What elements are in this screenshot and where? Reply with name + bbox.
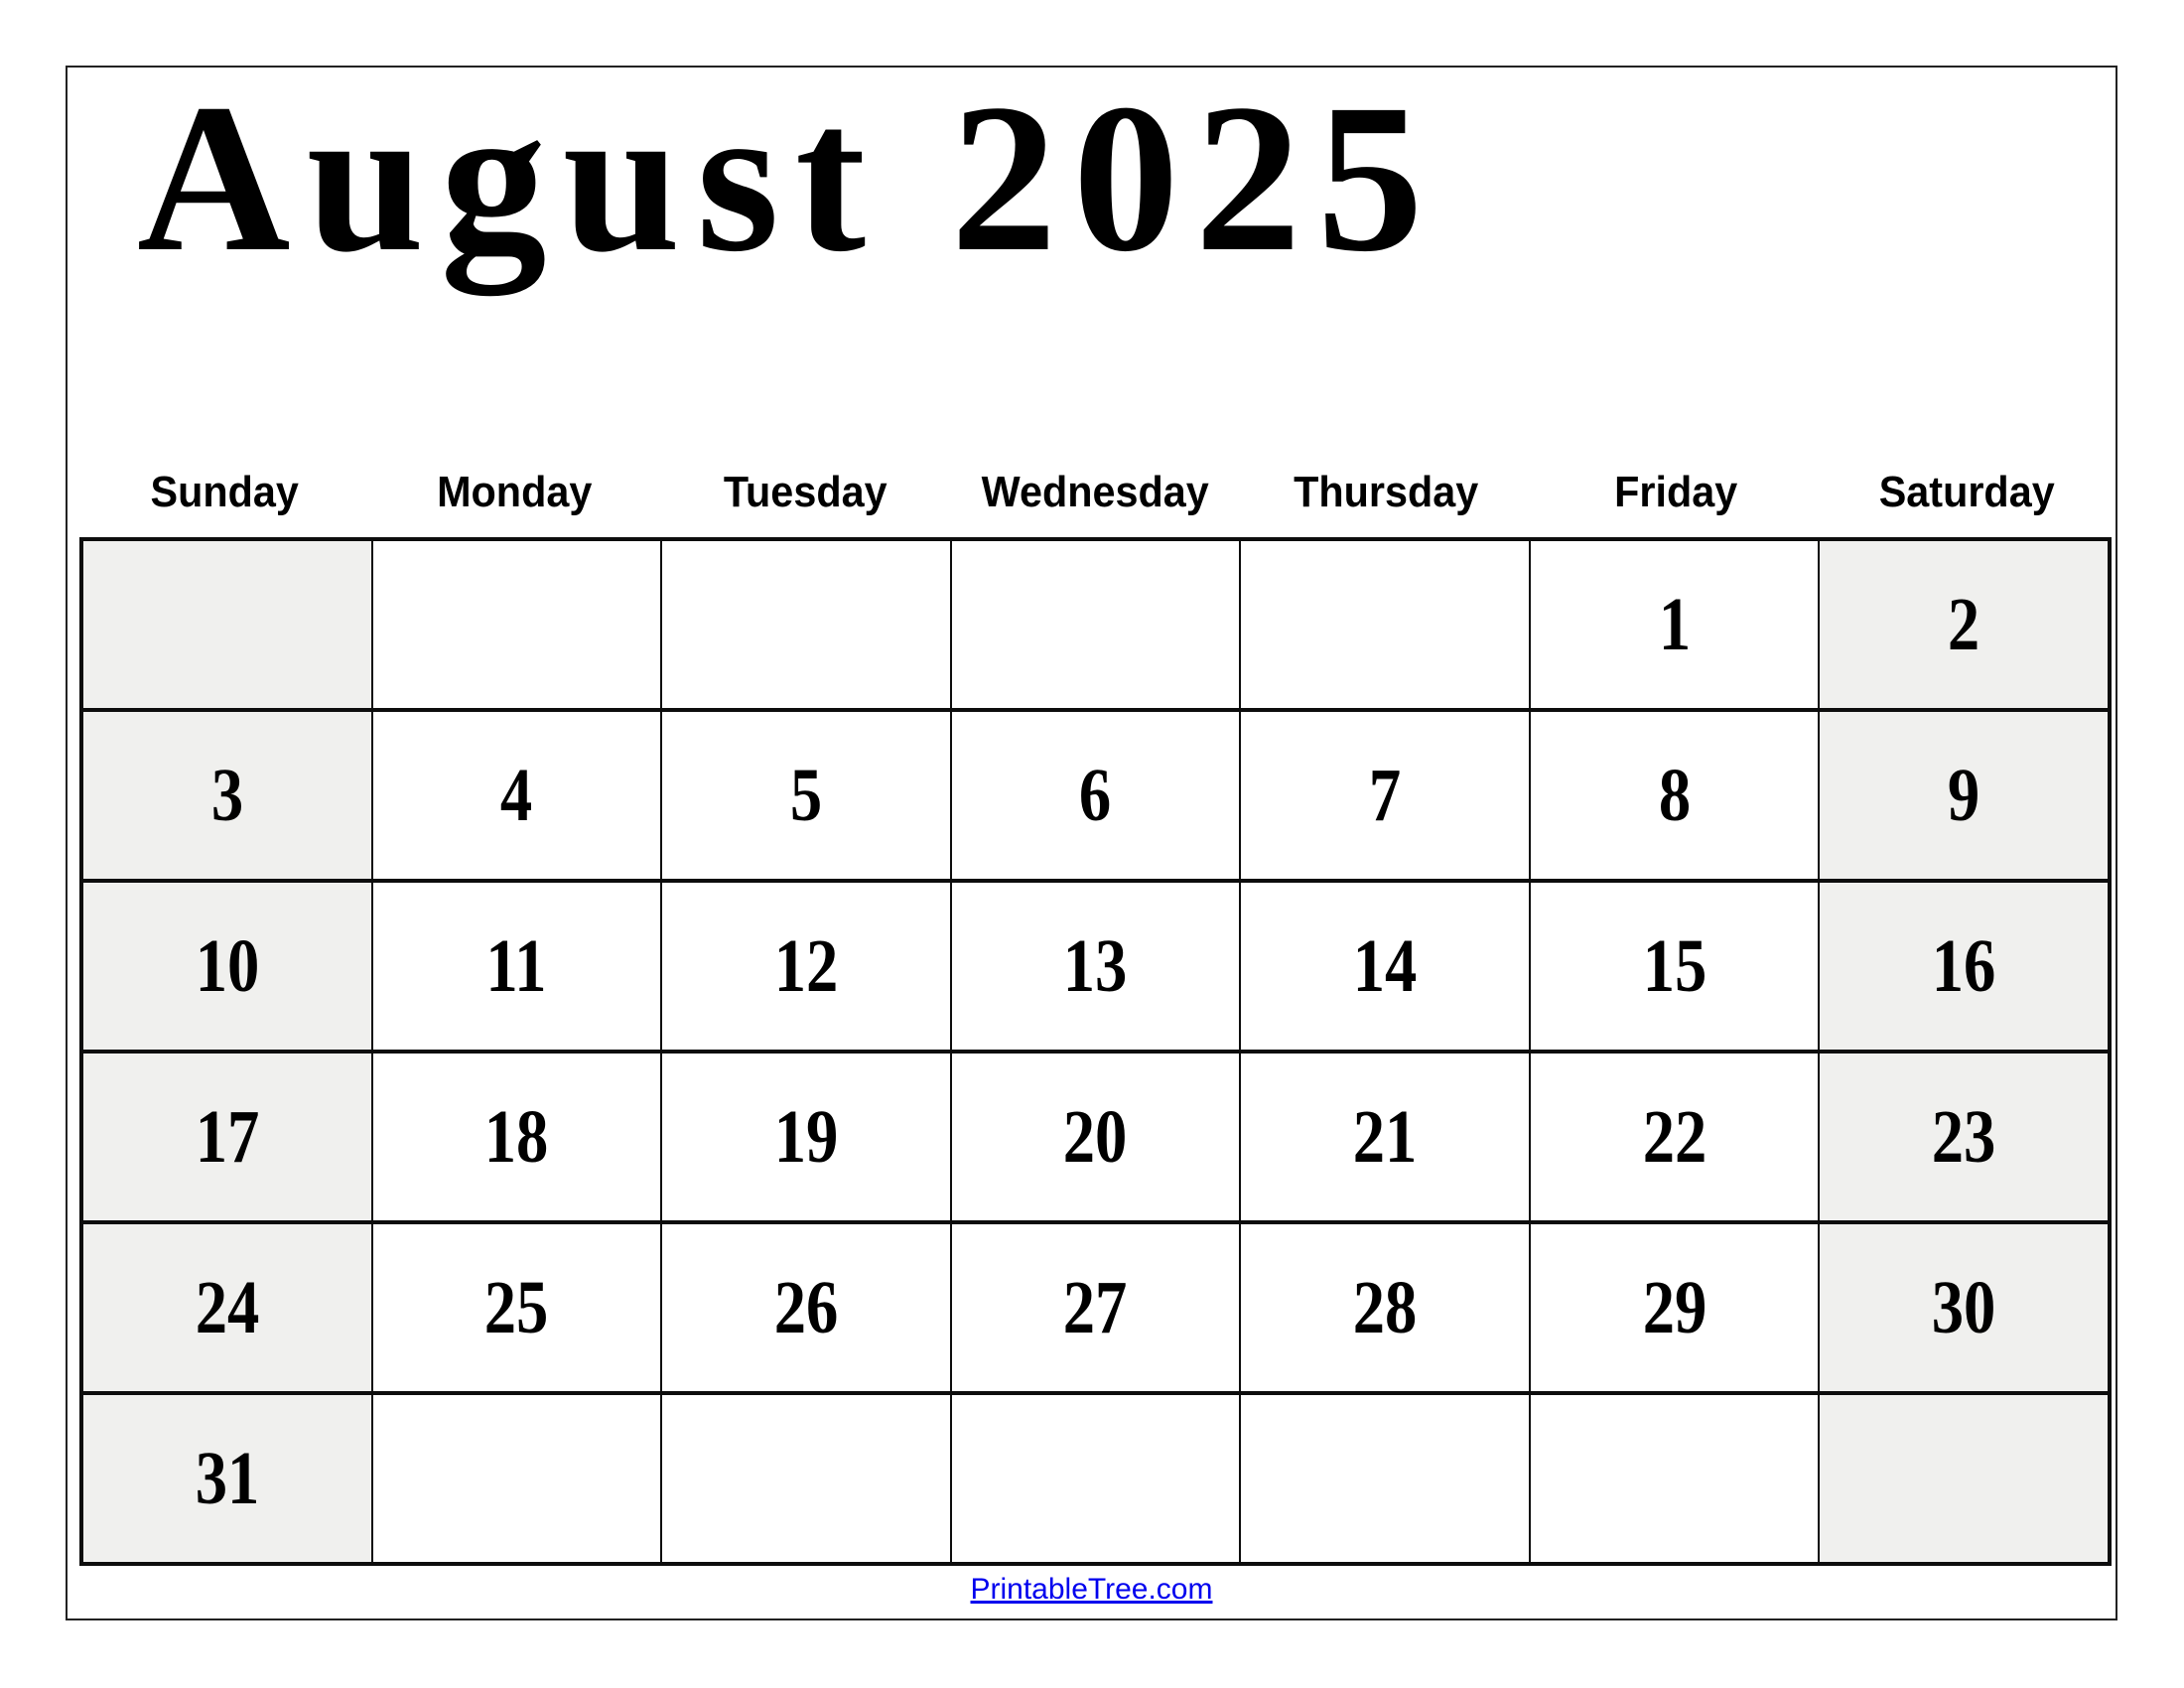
day-number: 27 [1063, 1265, 1128, 1349]
day-number: 23 [1931, 1094, 1996, 1179]
day-cell-empty [951, 1393, 1241, 1564]
day-cell-empty [1240, 1393, 1530, 1564]
day-number: 5 [789, 753, 823, 837]
day-cell-7 [1240, 710, 1530, 881]
day-cell-25 [372, 1222, 662, 1393]
calendar-page [66, 61, 2117, 1620]
calendar-week-row [81, 881, 2110, 1052]
day-cell-30 [1819, 1222, 2110, 1393]
day-number: 11 [485, 923, 547, 1008]
day-number: 28 [1352, 1265, 1418, 1349]
weekday-header-row [79, 463, 2112, 522]
day-cell-empty [372, 1393, 662, 1564]
day-cell-empty [951, 539, 1241, 710]
day-cell-5 [661, 710, 951, 881]
day-number: 14 [1352, 923, 1418, 1008]
calendar-grid-body [81, 539, 2110, 1564]
day-number: 12 [773, 923, 839, 1008]
weekday-header-thursday: Thursday [1293, 468, 1478, 516]
calendar-week-row [81, 539, 2110, 710]
day-cell-17 [81, 1052, 372, 1222]
weekday-header-tuesday: Tuesday [723, 468, 887, 516]
day-number: 8 [1658, 753, 1691, 837]
day-cell-empty [1819, 1393, 2110, 1564]
day-cell-9 [1819, 710, 2110, 881]
day-cell-empty [1240, 539, 1530, 710]
day-cell-26 [661, 1222, 951, 1393]
day-number: 19 [773, 1094, 839, 1179]
weekday-header-wednesday: Wednesday [981, 468, 1210, 516]
day-cell-24 [81, 1222, 372, 1393]
day-cell-8 [1530, 710, 1820, 881]
day-number: 22 [1642, 1094, 1706, 1179]
day-cell-4 [372, 710, 662, 881]
calendar-grid [79, 537, 2112, 1566]
day-cell-19 [661, 1052, 951, 1222]
weekday-header-monday: Monday [437, 468, 593, 516]
page-title: August 2025 [137, 61, 1439, 296]
day-cell-3 [81, 710, 372, 881]
day-cell-18 [372, 1052, 662, 1222]
day-number: 10 [195, 923, 260, 1008]
day-cell-15 [1530, 881, 1820, 1052]
day-cell-31 [81, 1393, 372, 1564]
calendar-week-row [81, 1052, 2110, 1222]
day-cell-empty [372, 539, 662, 710]
day-number: 15 [1642, 923, 1706, 1008]
day-number: 20 [1063, 1094, 1128, 1179]
day-number: 17 [195, 1094, 260, 1179]
day-cell-12 [661, 881, 951, 1052]
footer [68, 1573, 2116, 1607]
day-number: 6 [1079, 753, 1112, 837]
day-cell-22 [1530, 1052, 1820, 1222]
day-cell-2 [1819, 539, 2110, 710]
calendar-week-row [81, 1222, 2110, 1393]
day-number: 29 [1642, 1265, 1706, 1349]
day-cell-16 [1819, 881, 2110, 1052]
day-cell-13 [951, 881, 1241, 1052]
day-cell-6 [951, 710, 1241, 881]
day-number: 3 [210, 753, 243, 837]
day-number: 24 [195, 1265, 260, 1349]
day-number: 31 [195, 1436, 260, 1520]
day-cell-23 [1819, 1052, 2110, 1222]
day-cell-empty [1530, 1393, 1820, 1564]
day-cell-29 [1530, 1222, 1820, 1393]
day-cell-empty [661, 539, 951, 710]
day-cell-27 [951, 1222, 1241, 1393]
day-number: 25 [484, 1265, 549, 1349]
day-cell-empty [661, 1393, 951, 1564]
day-number: 2 [1948, 582, 1980, 666]
day-number: 26 [773, 1265, 839, 1349]
day-number: 9 [1948, 753, 1980, 837]
day-number: 4 [500, 753, 533, 837]
weekday-header-saturday: Saturday [1878, 468, 2055, 516]
day-number: 30 [1931, 1265, 1996, 1349]
day-cell-10 [81, 881, 372, 1052]
day-cell-20 [951, 1052, 1241, 1222]
weekday-header-friday: Friday [1614, 468, 1738, 516]
day-cell-empty [81, 539, 372, 710]
footer-site-link[interactable]: PrintableTree.com [970, 1573, 1213, 1606]
day-number: 18 [484, 1094, 549, 1179]
day-cell-14 [1240, 881, 1530, 1052]
day-cell-11 [372, 881, 662, 1052]
day-number: 7 [1368, 753, 1402, 837]
day-number: 13 [1063, 923, 1128, 1008]
day-number: 21 [1352, 1094, 1418, 1179]
weekday-header-sunday: Sunday [150, 468, 299, 516]
day-cell-28 [1240, 1222, 1530, 1393]
calendar-week-row [81, 1393, 2110, 1564]
day-cell-21 [1240, 1052, 1530, 1222]
day-cell-1 [1530, 539, 1820, 710]
day-number: 16 [1931, 923, 1996, 1008]
calendar-week-row [81, 710, 2110, 881]
day-number: 1 [1658, 582, 1691, 666]
